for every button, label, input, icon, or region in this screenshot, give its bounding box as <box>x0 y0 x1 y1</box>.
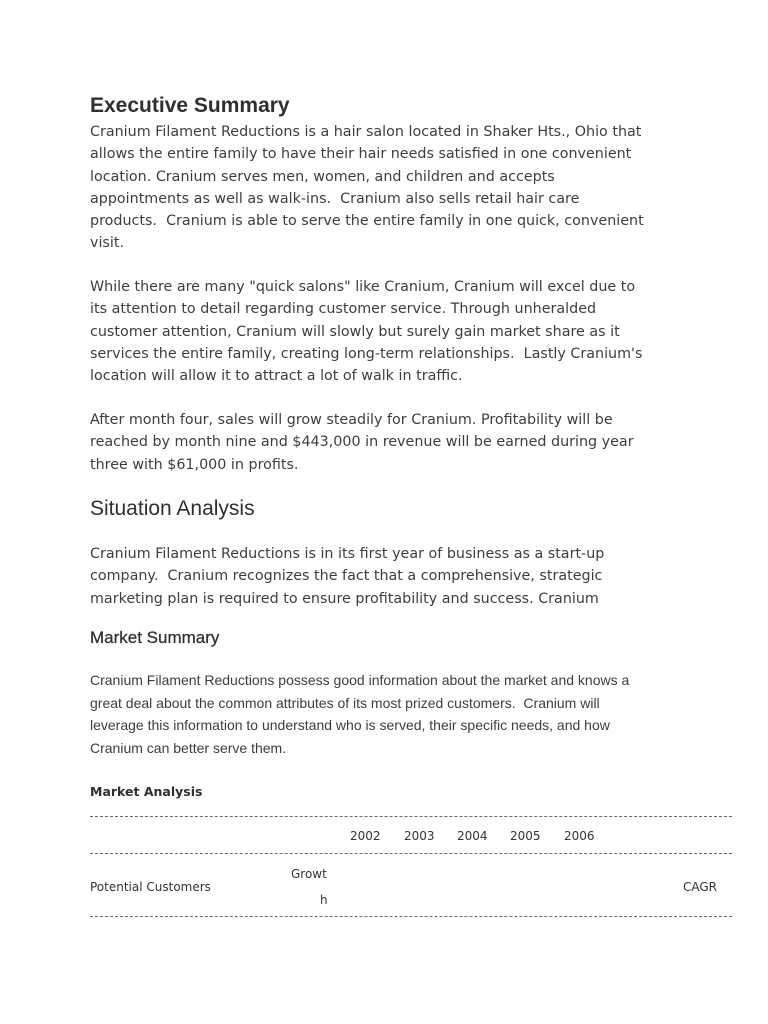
text-line: location. Cranium serves men, women, and children and accepts <box>90 168 555 185</box>
text-line: products. Cranium is able to serve the entire family in one quick, convenient <box>90 213 644 230</box>
growth-header-line-1: Growt <box>291 867 327 881</box>
text-line: reached by month nine and $443,000 in revenue will be earned during year <box>90 434 634 451</box>
year-header: 2006 <box>564 829 595 843</box>
cagr-header: CAGR <box>683 880 718 894</box>
executive-summary-paragraph-1 <box>90 121 690 255</box>
growth-header-line-2: h <box>320 893 328 907</box>
year-header: 2005 <box>510 829 541 843</box>
year-header: 2003 <box>404 829 435 843</box>
potential-customers-header: Potential Customers <box>90 880 211 894</box>
executive-summary-heading: Executive Summary <box>90 94 290 117</box>
table-divider-bottom <box>90 916 732 917</box>
text-line: Cranium can better serve them. <box>90 739 287 756</box>
market-analysis-title: Market Analysis <box>90 784 203 799</box>
text-line: location will allow it to attract a lot of walk in traffic. <box>90 368 463 385</box>
situation-analysis-heading: Situation Analysis <box>90 497 255 520</box>
text-line: Cranium Filament Reductions is a hair salon located in Shaker Hts., Ohio that <box>90 124 642 140</box>
year-header: 2004 <box>457 829 488 843</box>
text-line: services the entire family, creating long-term relationships. Lastly Cranium's <box>90 345 643 362</box>
text-line: visit. <box>90 235 125 252</box>
text-line: three with $61,000 in profits. <box>90 456 299 473</box>
year-header: 2002 <box>350 829 381 843</box>
text-line: allows the entire family to have their hair needs satisfied in one convenient <box>90 146 632 163</box>
text-line: customer attention, Cranium will slowly but surely gain market share as it <box>90 323 620 340</box>
executive-summary-paragraph-2 <box>90 276 690 387</box>
text-line: its attention to detail regarding customer service. Through unheralded <box>90 301 597 318</box>
market-summary-paragraph <box>90 669 710 759</box>
text-line: appointments as well as walk-ins. Cranium also sells retail hair care <box>90 190 580 207</box>
text-line: leverage this information to understand who is served, their specific needs, and how <box>90 717 610 733</box>
table-divider-top <box>90 816 732 817</box>
situation-analysis-paragraph <box>90 543 690 610</box>
text-line: Cranium Filament Reductions is in its first year of business as a start-up <box>90 546 605 562</box>
text-line: company. Cranium recognizes the fact that a comprehensive, strategic <box>90 568 603 585</box>
text-line: Cranium Filament Reductions possess good information about the market and knows a <box>90 672 630 688</box>
text-line: After month four, sales will grow steadily for Cranium. Profitability will be <box>90 412 613 428</box>
market-summary-heading: Market Summary <box>90 628 220 647</box>
table-divider-middle <box>90 853 732 854</box>
text-line: marketing plan is required to ensure profitability and success. Cranium <box>90 590 599 607</box>
text-line: While there are many "quick salons" like Cranium, Cranium will excel due to <box>90 279 636 295</box>
executive-summary-paragraph-3 <box>90 409 690 476</box>
text-line: great deal about the common attributes of its most prized customers. Cranium will <box>90 694 600 711</box>
